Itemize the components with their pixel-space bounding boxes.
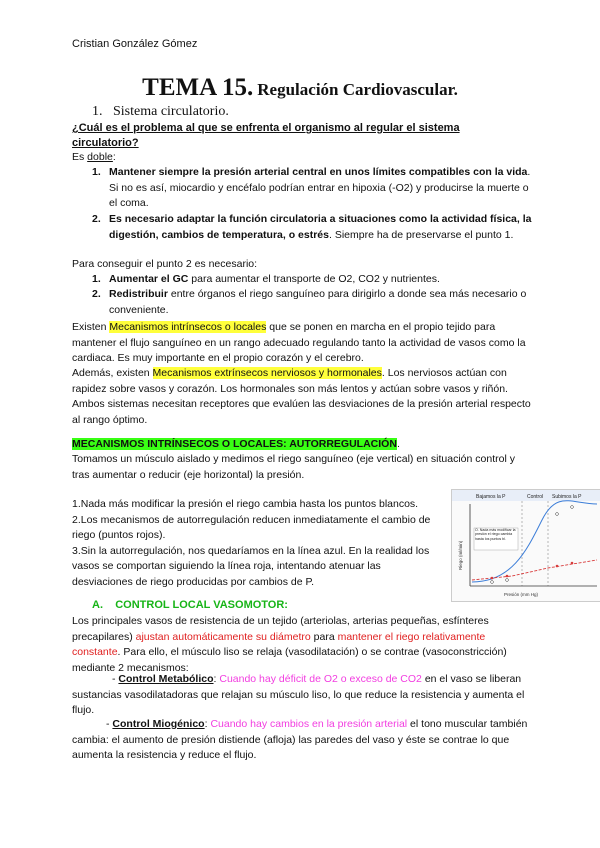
white-point xyxy=(506,579,509,582)
red-text: ajustan automáticamente su diámetro xyxy=(135,630,311,643)
text-post: . Los nerviosos actúan con rapidez sobre vasos y corazón. Los hormonales son más lentos y actúan sobre vasos y riñón. Ambos sistemas necesitan receptores que evalúen las desviaciones de la presión arterial respecto al rango óptimo. xyxy=(72,367,531,426)
list-bold-text: Aumentar el GC xyxy=(109,273,189,285)
text-rest: en el vaso se liberan sustancias vasodilatadoras que relajan su músculo liso, lo que reduce la resistencia y aumenta el flujo. xyxy=(72,673,525,716)
title-main: TEMA 15. xyxy=(142,74,254,101)
section-number: 1. xyxy=(92,104,103,119)
label-right: Subimos la P xyxy=(552,494,582,500)
highlight-text: Mecanismos extrínsecos nerviosos y hormonales xyxy=(152,367,382,379)
heading-auto-text: MECANISMOS INTRÍNSECOS O LOCALES: AUTORREGULACIÓN xyxy=(72,438,397,450)
pink-text: Cuando hay cambios en la presión arterial xyxy=(210,718,408,730)
text-pre: Los principales vasos de resistencia de un tejido (arteriolas, arterias pequeñas, esfínteres precapilares) xyxy=(72,615,489,643)
es-doble-prefix: Es xyxy=(72,151,88,163)
text-pre: Existen xyxy=(72,321,110,333)
y-axis-label: Riego (ml/min) xyxy=(458,540,463,570)
red-curve xyxy=(472,560,597,580)
list-rest-text: . Siempre ha de preservarse el punto 1. xyxy=(328,228,514,241)
list-rest-text: . Si no es así, miocardio y encéfalo podrían entrar en hipoxia (-O2) y producirse la muerte o el coma. xyxy=(109,166,531,209)
colon: : xyxy=(204,718,211,730)
colon: : xyxy=(213,673,220,685)
autoregulation-chart xyxy=(452,490,600,601)
text-rest: el tono muscular también cambia: el aumento de presión distiende (afloja) las paredes del vaso y éste se contrae lo que aumenta la resistencia y reduce el flujo. xyxy=(72,718,528,761)
pink-text: Cuando hay déficit de O2 o exceso de CO2 xyxy=(219,673,422,685)
section-heading xyxy=(92,104,229,120)
white-point xyxy=(556,513,559,516)
para-conseguir: Para conseguir el punto 2 es necesario: xyxy=(72,258,258,270)
red-point xyxy=(571,562,574,565)
list-rest-text: entre órganos el riego sanguíneo para dirigirlo a donde sea más necesario o conveniente. xyxy=(109,288,527,316)
list-number: 2. xyxy=(92,288,101,300)
para-extrinsecos xyxy=(72,366,532,428)
list-bold-text: Es necesario adaptar la función circulatoria a situaciones como la actividad física, la digestión, cambios de temperatura, o estrés xyxy=(109,213,532,241)
autoregulation-figure xyxy=(451,489,600,602)
heading-auto-dot: . xyxy=(396,438,400,450)
heading-a-label: CONTROL LOCAL VASOMOTOR: xyxy=(115,599,288,611)
page-title xyxy=(0,74,600,102)
list1-item-1 xyxy=(92,165,537,212)
white-point xyxy=(491,581,494,584)
para-intrinsecos xyxy=(72,320,532,367)
heading-control-local xyxy=(92,599,288,611)
red-point xyxy=(491,577,494,580)
red-point xyxy=(506,575,509,578)
list2-item-2 xyxy=(92,287,537,318)
text-pre: Además, existen xyxy=(72,367,153,379)
es-doble-word: doble xyxy=(87,151,113,163)
question-heading: ¿Cuál es el problema al que se enfrenta el organismo al regular el sistema circulatorio? xyxy=(72,122,460,149)
text-post: que se ponen en marcha en el propio tejido para mantener el flujo sanguíneo en un rango adecuado regulando tanto la actividad de vasos como la cardiaca. Es muy importante en el propio corazón y el cerebro. xyxy=(72,321,526,364)
figure-note: O. Nada más modificar la presión el riego cambia hasta los puntos bl. xyxy=(475,528,516,541)
title-sub: Regulación Cardiovascular. xyxy=(257,80,458,99)
es-doble-line xyxy=(72,150,532,166)
label-left: Bajamos la P xyxy=(476,494,506,500)
list1-item-2 xyxy=(92,212,537,243)
white-point xyxy=(571,506,574,509)
es-doble-suffix: : xyxy=(112,151,116,163)
list-bold-text: Mantener siempre la presión arterial central en unos límites compatibles con la vida xyxy=(109,166,528,178)
list-bold-text: Redistribuir xyxy=(109,288,168,300)
numbered-points: 1.Nada más modificar la presión el riego cambia hasta los puntos blancos. 2.Los mecanismos de autorregulación reducen inmediatamente el cambio de riego (puntos rojos). 3.Sin la autorregulación, nos quedaríamos en la línea azul. En la realidad los vasos se comportan siguiendo la línea roja, intentando atenuar las desviaciones de riego producidas por cambios de P. xyxy=(72,498,431,588)
section-label: Sistema circulatorio. xyxy=(113,104,229,119)
para-musculo: Tomamos un músculo aislado y medimos el riego sanguíneo (eje vertical) en situación control y tras aumentar o reducir (eje horizontal) la presión. xyxy=(72,453,515,481)
highlight-text: Mecanismos intrínsecos o locales xyxy=(109,321,267,333)
para-control-miogenico xyxy=(72,717,530,764)
list-number: 2. xyxy=(92,213,101,225)
heading-autorregulacion xyxy=(72,437,532,453)
text-mid: para xyxy=(310,630,338,643)
x-axis-label: Presión (mm Hg) xyxy=(504,592,539,597)
dash: - xyxy=(112,673,119,685)
list-number: 1. xyxy=(92,166,101,178)
red-text: mantener el riego relativamente constante xyxy=(72,630,486,658)
para-vasos xyxy=(72,614,530,676)
label-center: Control xyxy=(527,494,544,500)
heading-a-letter: A. xyxy=(92,599,103,611)
control-label: Control Miogénico xyxy=(112,718,205,730)
list2-item-1 xyxy=(92,272,537,288)
dash: - xyxy=(106,718,113,730)
text-post: . Para ello, el músculo liso se relaja (vasodilatación) o se contrae (vasoconstricción) mediante 2 mecanismos: xyxy=(72,646,507,674)
red-point xyxy=(556,565,559,568)
para-control-metabolico xyxy=(72,672,530,719)
list-rest-text: para aumentar el transporte de O2, CO2 y nutrientes. xyxy=(188,273,440,285)
figure-note-fo xyxy=(475,528,518,550)
control-label: Control Metabólico xyxy=(118,673,214,685)
author-name: Cristian González Gómez xyxy=(72,38,198,50)
list-number: 1. xyxy=(92,273,101,285)
